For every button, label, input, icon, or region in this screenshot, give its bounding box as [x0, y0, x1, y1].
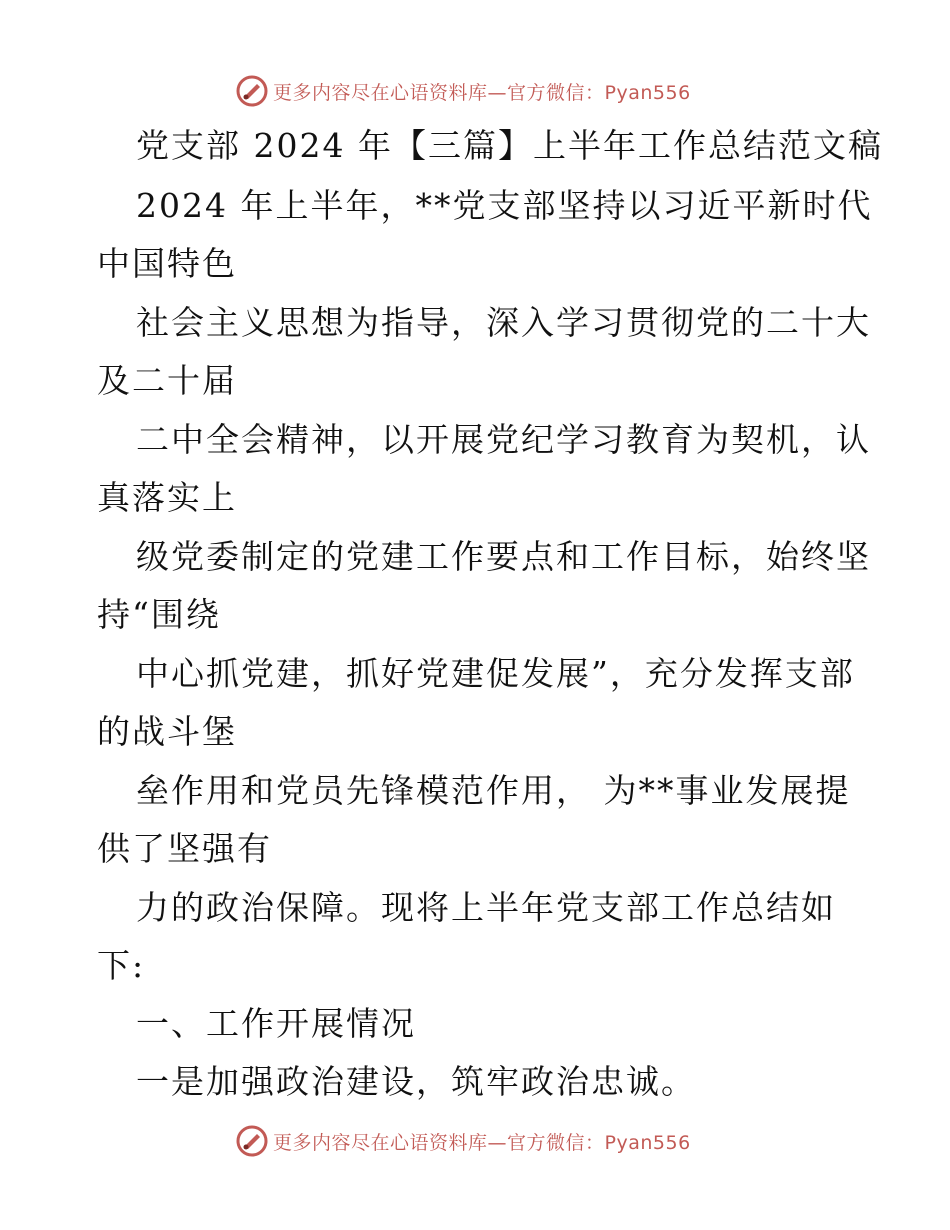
watermark-text: 更多内容尽在心语资料库—官方微信：Pyan556 [273, 1131, 691, 1154]
brand-logo-icon [235, 1124, 269, 1158]
paragraph-line: 中心抓党建，抓好党建促发展”，充分发挥支部 [136, 654, 855, 693]
paragraph-line: 垒作用和党员先锋模范作用， 为**事业发展提 [136, 771, 851, 810]
paragraph-line: 一是加强政治建设，筑牢政治忠诚。 [136, 1062, 696, 1101]
paragraph-line: 级党委制定的党建工作要点和工作目标，始终坚 [136, 537, 871, 576]
watermark-text: 更多内容尽在心语资料库—官方微信：Pyan556 [273, 81, 691, 104]
paragraph-line: 真落实上 [97, 478, 237, 517]
paragraph-line: 下: [97, 946, 146, 985]
paragraph-line: 供了坚强有 [97, 829, 272, 868]
paragraph-line: 中国特色 [97, 244, 237, 283]
document-title: 党支部 2024 年【三篇】上半年工作总结范文稿 [136, 126, 883, 165]
paragraph-line: 力的政治保障。现将上半年党支部工作总结如 [136, 888, 836, 927]
paragraph-line: 持“围绕 [97, 595, 221, 634]
paragraph-line: 及二十届 [97, 361, 237, 400]
paragraph-line: 的战斗堡 [97, 712, 237, 751]
footer-watermark [235, 1124, 691, 1158]
section-heading: 一、工作开展情况 [136, 1004, 416, 1043]
paragraph-line: 2024 年上半年，**党支部坚持以习近平新时代 [136, 186, 873, 225]
paragraph-line: 二中全会精神，以开展党纪学习教育为契机，认 [136, 420, 871, 459]
paragraph-line: 社会主义思想为指导，深入学习贯彻党的二十大 [136, 303, 871, 342]
